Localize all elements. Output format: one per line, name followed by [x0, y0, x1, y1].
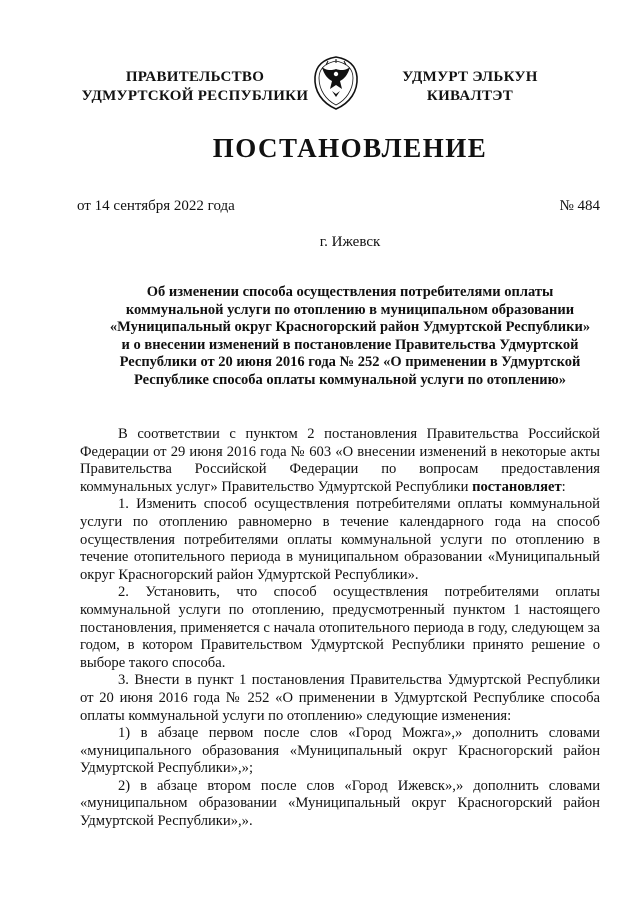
- document-city: г. Ижевск: [319, 234, 381, 250]
- issuer-russian: [60, 68, 330, 106]
- clause-3-subitem-2: 2) в абзаце втором после слов «Город Ижевск»,» дополнить словами «муниципальном образовании «Муниципальный округ Красногорский район Удмуртской Республики»,».: [80, 777, 600, 830]
- subject-line: Об изменении способа осуществления потребителями оплаты: [146, 284, 554, 300]
- intro-paragraph: [80, 426, 600, 496]
- issuer-udmurt-line2: КИВАЛТЭТ: [426, 88, 514, 104]
- subject-line: «Муниципальный округ Красногорский район Удмуртской Республики»: [109, 319, 591, 335]
- clause-1: 1. Изменить способ осуществления потребителями оплаты коммунальной услуги по отоплению равномерно в течение календарного года на способ осуществления потребителями оплаты коммунальной услуги по отоплению в течение отопительного периода в муниципальном образовании «Муниципальный округ Красногорский район Удмуртской Республики».: [80, 496, 600, 583]
- clause-3: 3. Внести в пункт 1 постановления Правительства Удмуртской Республики от 20 июня 2016 года № 252 «О применении в Удмуртской Республике способа оплаты коммунальной услуги по отоплению» следующие изменения:: [80, 672, 600, 724]
- clause-2: 2. Установить, что способ осуществления потребителями оплаты коммунальной услуги по отоплению, предусмотренный пунктом 1 настоящего постановления, применяется с начала отопительного периода в году, следующем за годом, в котором Правительством Удмуртской Республики принято решение о выборе такого способа.: [80, 584, 600, 671]
- resolves-keyword: постановляет: [472, 478, 562, 495]
- issuer-udmurt: [370, 68, 570, 106]
- udmurt-coat-of-arms-icon: [312, 55, 360, 111]
- subject-line: Республике способа оплаты коммунальной услуги по отоплению»: [134, 371, 566, 388]
- document-number: № 484: [559, 198, 600, 214]
- issuer-russian-line1: ПРАВИТЕЛЬСТВО: [125, 69, 265, 85]
- document-title: ПОСТАНОВЛЕНИЕ: [212, 133, 488, 163]
- intro-text: В соответствии с пунктом 2 постановления Правительства Российской Федерации от 29 июня 2016 года № 603 «О внесении изменений в некоторые акты Правительства Российской Федерации по вопросам предоставления коммунальных услуг» Правительство Удмуртской Республики: [80, 426, 600, 495]
- issuer-udmurt-line1: УДМУРТ ЭЛЬКУН: [402, 69, 538, 85]
- subject-line: Республики от 20 июня 2016 года № 252 «О применении в Удмуртской: [119, 354, 581, 370]
- document-subject: [80, 284, 620, 389]
- intro-end: :: [561, 478, 566, 495]
- clause-3-subitem-1: 1) в абзаце первом после слов «Город Можга»,» дополнить словами «муниципального образования «Муниципальный округ Красногорский район Удмуртской Республики»,»;: [80, 725, 600, 777]
- subject-line: коммунальной услуги по отоплению в муниципальном образовании: [125, 301, 575, 318]
- subject-line: и о внесении изменений в постановление Правительства Удмуртской: [121, 336, 579, 353]
- issuer-russian-line2: УДМУРТСКОЙ РЕСПУБЛИКИ: [81, 88, 309, 104]
- document-body: [80, 426, 600, 831]
- document-date: от 14 сентября 2022 года: [77, 198, 235, 214]
